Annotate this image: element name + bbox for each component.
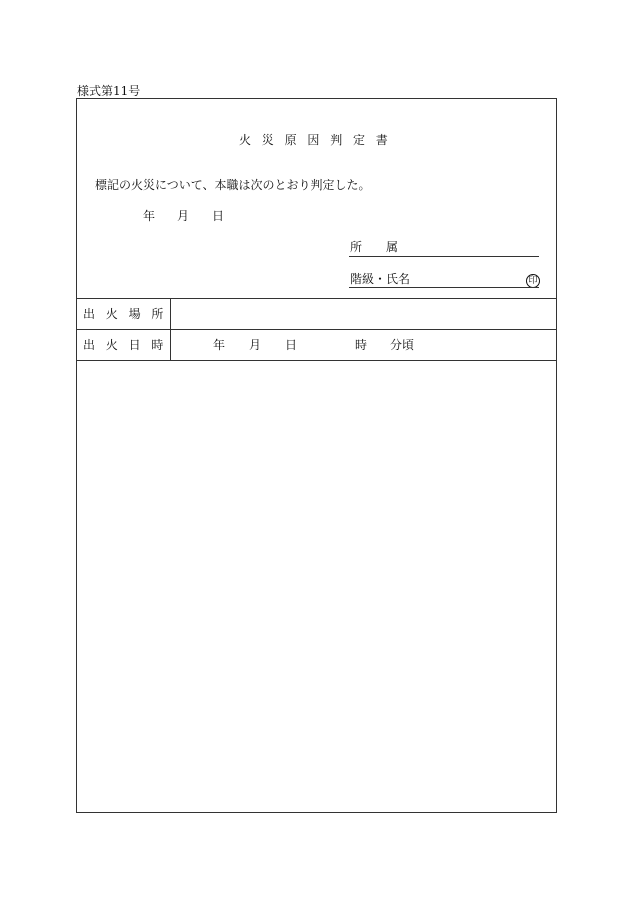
seal-mark bbox=[526, 272, 540, 288]
document-title: 火災原因判定書 bbox=[239, 133, 399, 147]
seal-icon: 印 bbox=[526, 274, 540, 288]
date-year-label: 年 bbox=[143, 209, 156, 223]
divider bbox=[76, 360, 556, 361]
rank-name-underline bbox=[349, 287, 539, 288]
divider bbox=[76, 298, 556, 299]
fire-minute-unit: 分頃 bbox=[390, 338, 415, 352]
form-number: 様式第11号 bbox=[77, 84, 141, 98]
fire-month-unit: 月 bbox=[249, 338, 262, 352]
rank-name-label: 階級・氏名 bbox=[350, 272, 411, 286]
fire-datetime-label: 出火日時 bbox=[83, 338, 175, 352]
date-day-label: 日 bbox=[212, 209, 225, 223]
fire-location-label: 出火場所 bbox=[83, 307, 175, 321]
fire-hour-unit: 時 bbox=[355, 338, 368, 352]
fire-location-field[interactable] bbox=[172, 300, 555, 328]
statement-text: 標記の火災について、本職は次のとおり判定した。 bbox=[95, 178, 371, 192]
date-month-label: 月 bbox=[177, 209, 190, 223]
affiliation-label: 所 属 bbox=[350, 240, 399, 254]
fire-year-unit: 年 bbox=[213, 338, 226, 352]
divider bbox=[76, 329, 556, 330]
fire-day-unit: 日 bbox=[285, 338, 298, 352]
judgment-body-field[interactable] bbox=[78, 362, 554, 810]
affiliation-underline bbox=[349, 256, 539, 257]
